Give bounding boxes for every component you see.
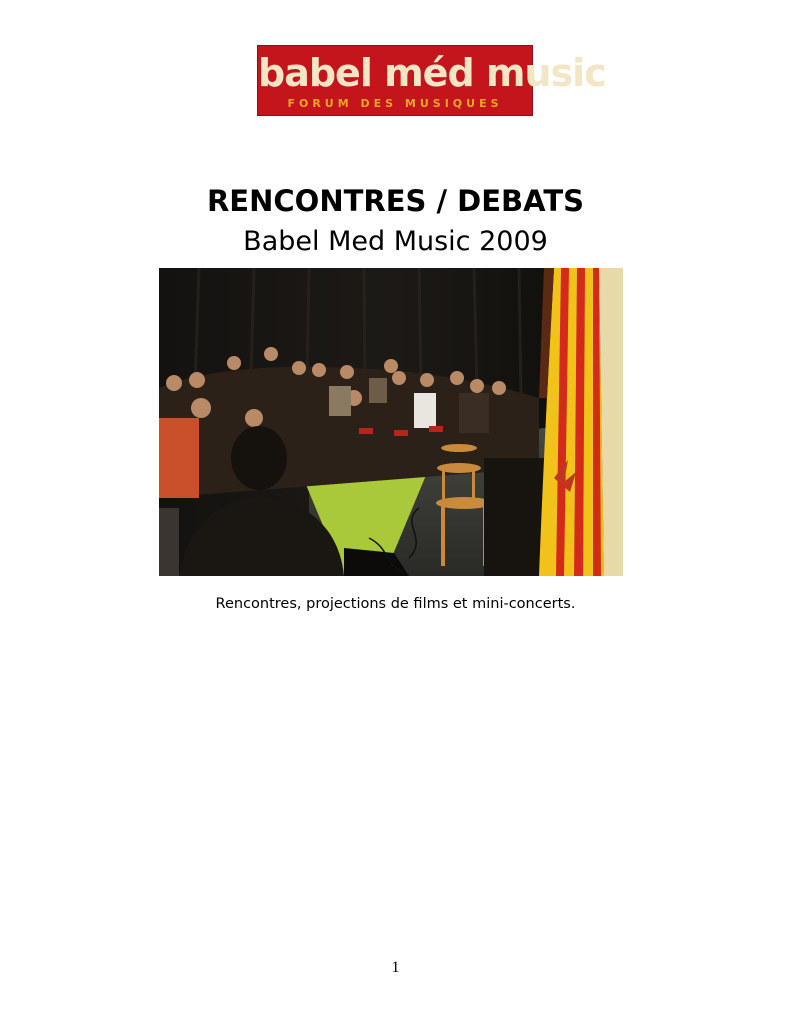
page-number: 1 bbox=[391, 959, 400, 976]
logo-main-text: babel méd music bbox=[258, 51, 606, 95]
debate-audience-photo bbox=[159, 268, 623, 576]
page-subtitle: Babel Med Music 2009 bbox=[243, 226, 548, 257]
logo-sub-text: FORUM DES MUSIQUES bbox=[287, 97, 503, 110]
babel-med-music-logo bbox=[257, 45, 606, 116]
page-title: RENCONTRES / DEBATS bbox=[206, 184, 585, 218]
photo-caption: Rencontres, projections de films et mini-concerts. bbox=[215, 596, 576, 612]
